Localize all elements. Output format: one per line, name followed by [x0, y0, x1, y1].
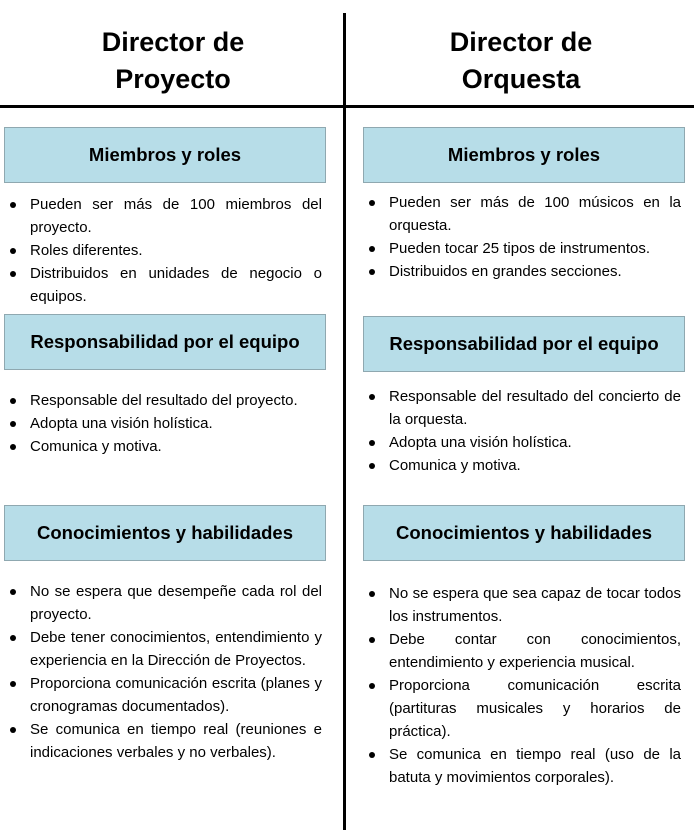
section-header-conocimientos-orquesta: Conocimientos y habilidades: [363, 505, 685, 561]
title-line: Director de: [101, 27, 245, 57]
list-item: Responsable del resultado del proyecto.: [0, 389, 322, 412]
list-item: No se espera que desempeñe cada rol del proyecto.: [0, 580, 322, 626]
list-item: Pueden ser más de 100 músicos en la orquesta.: [359, 191, 681, 237]
list-item: Comunica y motiva.: [359, 454, 681, 477]
section-header-miembros-orquesta: Miembros y roles: [363, 127, 685, 183]
list-item: Se comunica en tiempo real (uso de la batuta y movimientos corporales).: [359, 743, 681, 789]
list-item: Adopta una visión holística.: [359, 431, 681, 454]
list-item: Distribuidos en unidades de negocio o equipos.: [0, 262, 322, 308]
list-item: Responsable del resultado del concierto de la orquesta.: [359, 385, 681, 431]
title-line: Director de: [449, 27, 593, 57]
list-conocimientos-orquesta: [359, 582, 681, 789]
list-responsabilidad-proyecto: [0, 389, 322, 458]
title-line: Proyecto: [115, 64, 231, 94]
list-item: Pueden ser más de 100 miembros del proyecto.: [0, 193, 322, 239]
list-item: Debe contar con conocimientos, entendimiento y experiencia musical.: [359, 628, 681, 674]
list-miembros-proyecto: [0, 193, 322, 308]
list-conocimientos-proyecto: [0, 580, 322, 764]
section-header-responsabilidad-proyecto: Responsabilidad por el equipo: [4, 314, 326, 370]
horizontal-divider: [0, 105, 694, 108]
column-title-orquesta: [348, 24, 694, 98]
list-item: Adopta una visión holística.: [0, 412, 322, 435]
list-item: No se espera que sea capaz de tocar todos los instrumentos.: [359, 582, 681, 628]
list-miembros-orquesta: [359, 191, 681, 283]
list-item: Proporciona comunicación escrita (planes y cronogramas documentados).: [0, 672, 322, 718]
list-item: Roles diferentes.: [0, 239, 322, 262]
section-header-conocimientos-proyecto: Conocimientos y habilidades: [4, 505, 326, 561]
list-item: Comunica y motiva.: [0, 435, 322, 458]
vertical-divider: [343, 13, 346, 830]
list-item: Pueden tocar 25 tipos de instrumentos.: [359, 237, 681, 260]
list-item: Proporciona comunicación escrita (partituras musicales y horarios de práctica).: [359, 674, 681, 743]
list-responsabilidad-orquesta: [359, 385, 681, 477]
list-item: Se comunica en tiempo real (reuniones e indicaciones verbales y no verbales).: [0, 718, 322, 764]
list-item: Distribuidos en grandes secciones.: [359, 260, 681, 283]
title-line: Orquesta: [461, 64, 581, 94]
section-header-miembros-proyecto: Miembros y roles: [4, 127, 326, 183]
column-title-proyecto: [0, 24, 346, 98]
list-item: Debe tener conocimientos, entendimiento y experiencia en la Dirección de Proyectos.: [0, 626, 322, 672]
section-header-responsabilidad-orquesta: Responsabilidad por el equipo: [363, 316, 685, 372]
